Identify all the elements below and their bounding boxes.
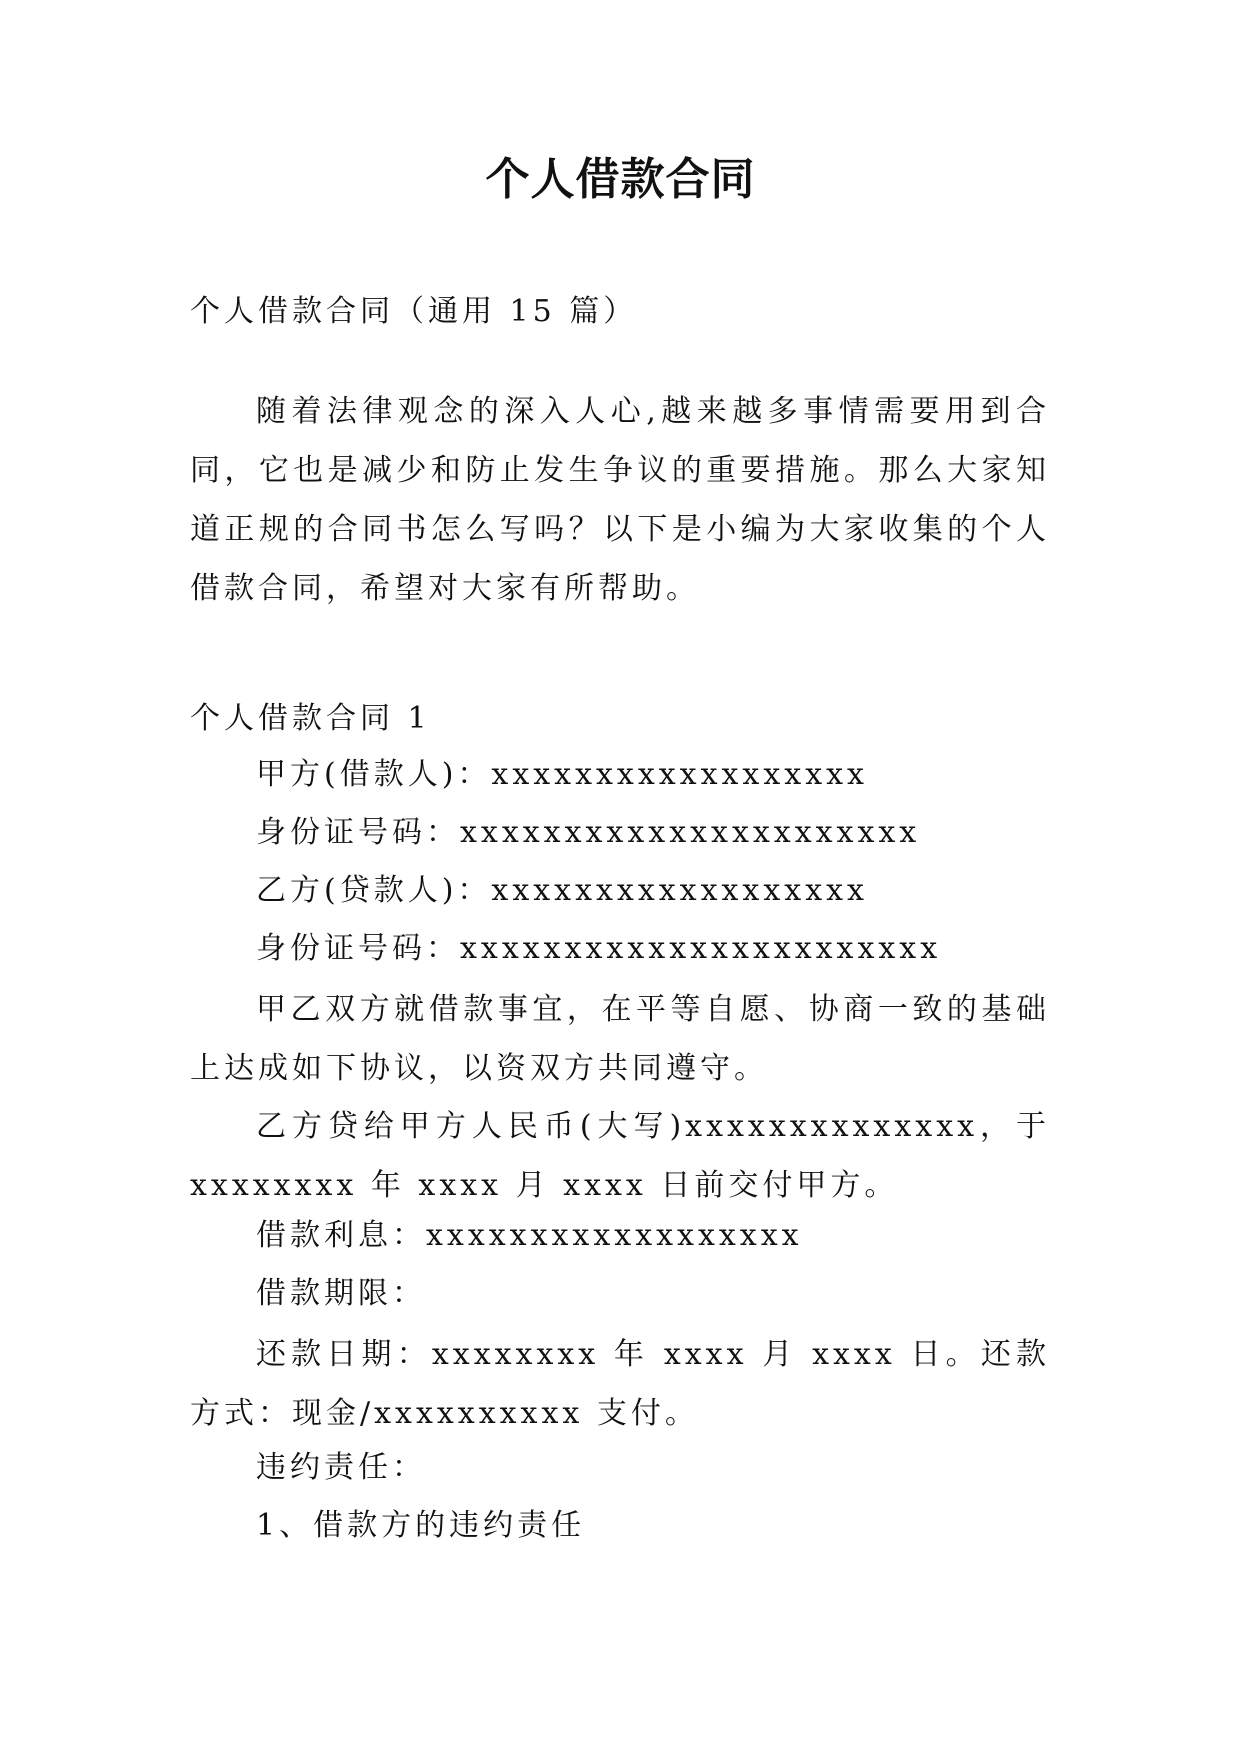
section-heading: 个人借款合同 1 [190,701,431,736]
loan-amount-paragraph: 乙方贷给甲方人民币(大写)xxxxxxxxxxxxxx，于xxxxxxxx 年 xxxx 月 xxxx 日前交付甲方。 [190,1109,1050,1203]
agreement-paragraph: 甲乙双方就借款事宜，在平等自愿、协商一致的基础上达成如下协议，以资双方共同遵守。 [190,992,1050,1086]
party-a-id-line: 身份证号码：xxxxxxxxxxxxxxxxxxxxxx [256,815,921,850]
document-subtitle: 个人借款合同（通用 15 篇） [190,294,638,329]
liability-item-1: 1、借款方的违约责任 [256,1508,586,1543]
party-b-line: 乙方(贷款人)：xxxxxxxxxxxxxxxxxx [256,873,868,908]
term-line: 借款期限： [256,1276,426,1311]
interest-line: 借款利息：xxxxxxxxxxxxxxxxxx [256,1218,803,1253]
intro-paragraph: 随着法律观念的深入人心,越来越多事情需要用到合同，它也是减少和防止发生争议的重要措施。那么大家知道正规的合同书怎么写吗？以下是小编为大家收集的个人借款合同，希望对大家有所帮助。 [190,394,1050,606]
document-title: 个人借款合同 [485,154,756,205]
repayment-paragraph: 还款日期：xxxxxxxx 年 xxxx 月 xxxx 日。还款方式：现金/xxxxxxxxxx 支付。 [190,1337,1050,1431]
party-a-line: 甲方(借款人)：xxxxxxxxxxxxxxxxxx [256,757,868,792]
liability-heading: 违约责任： [256,1450,426,1485]
party-b-id-line: 身份证号码：xxxxxxxxxxxxxxxxxxxxxxx [256,931,942,966]
